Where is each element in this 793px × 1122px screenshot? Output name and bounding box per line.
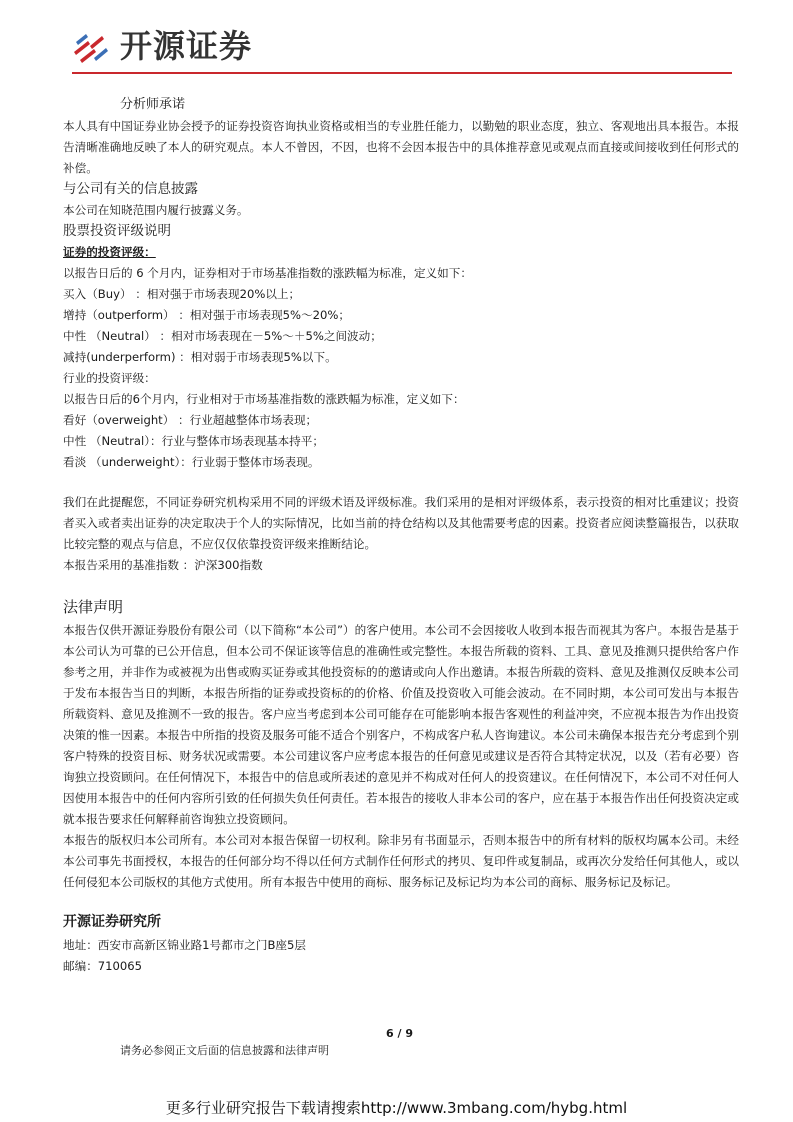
institute-name: 开源证券研究所	[63, 914, 161, 930]
stock-rating-item: 增持（outperform） ：相对强于市场表现5%～20%；	[63, 308, 351, 322]
industry-rating-label: 行业的投资评级：	[63, 371, 156, 385]
logo-icon	[72, 28, 116, 68]
stock-rating-label: 证券的投资评级：	[63, 245, 156, 259]
page-number: 6 / 9	[386, 1027, 413, 1040]
spacer	[63, 473, 739, 492]
page-header	[72, 24, 752, 74]
stock-rating-item: 减持(underperform) ：相对弱于市场表现5%以下。	[63, 350, 337, 364]
footer-disclaimer: 请务必参阅正文后面的信息披露和法律声明	[120, 1044, 329, 1057]
analyst-promise-body: 本人具有中国证券业协会授予的证券投资咨询执业资格或相当的专业胜任能力，以勤勉的职业态度，独立、客观地出具本报告。本报告清晰准确地反映了本人的研究观点。本人不曾因，不因，也将不会因本报告中的具体推荐意见或观点而直接或间接收到任何形式的补偿。	[63, 119, 739, 175]
header-divider	[72, 72, 732, 74]
logo-text: 开源证券	[120, 27, 253, 65]
industry-rating-item: 看好（overweight） ：行业超越整体市场表现；	[63, 413, 318, 427]
document-body	[63, 94, 739, 977]
institute-address: 地址：西安市高新区锦业路1号都市之门B座5层	[63, 938, 306, 952]
download-banner: 更多行业研究报告下载请搜索http://www.3mbang.com/hybg.html	[165, 1099, 628, 1117]
legal-paragraph-1: 本报告仅供开源证券股份有限公司（以下简称“本公司”）的客户使用。本公司不会因接收人收到本报告而视其为客户。本报告是基于本公司认为可靠的已公开信息，但本公司不保证该等信息的准确性或完整性。本报告所载的资料、工具、意见及推测只提供给客户作参考之用，并非作为或被视为出售或购买证券或其他投资标的的邀请或向人作出邀请。本报告所载的资料、意见及推测仅反映本公司于发布本报告当日的判断，本报告所指的证券或投资标的的价格、价值及投资收入可能会波动。在不同时期，本公司可发出与本报告所载资料、意见及推测不一致的报告。客户应当考虑到本公司可能存在可能影响本报告客观性的利益冲突，不应视本报告为作出投资决策的惟一因素。本报告中所指的投资及服务可能不适合个别客户，不构成客户私人咨询建议。本公司未确保本报告充分考虑到个别客户特殊的投资目标、财务状况或需要。本公司建议客户应考虑本报告的任何意见或建议是否符合其特定状况，以及（若有必要）咨询独立投资顾问。在任何情况下，本报告中的信息或所表述的意见并不构成对任何人的投资建议。在任何情况下，本公司不对任何人因使用本报告中的任何内容所引致的任何损失负任何责任。若本报告的接收人非本公司的客户，应在基于本报告作出任何投资决定或就本报告要求任何解释前咨询独立投资顾问。	[63, 623, 739, 826]
stock-rating-item: 买入（Buy） ：相对强于市场表现20%以上；	[63, 287, 301, 301]
industry-rating-item: 中性 （Neutral）：行业与整体市场表现基本持平；	[63, 434, 324, 448]
analyst-promise-title: 分析师承诺	[120, 97, 186, 112]
industry-rating-intro: 以报告日后的6个月内，行业相对于市场基准指数的涨跌幅为标准，定义如下：	[63, 392, 465, 406]
benchmark-index: 本报告采用的基准指数 ：沪深300指数	[63, 558, 263, 572]
institute-postcode: 邮编：710065	[63, 959, 143, 973]
industry-rating-item: 看淡 （underweight）：行业弱于整体市场表现。	[63, 455, 320, 469]
stock-rating-item: 中性 （Neutral） ：相对市场表现在－5%～＋5%之间波动；	[63, 329, 382, 343]
rating-reminder: 我们在此提醒您，不同证券研究机构采用不同的评级术语及评级标准。我们采用的是相对评级体系，表示投资的相对比重建议；投资者买入或者卖出证券的决定取决于个人的实际情况，比如当前的持仓结构以及其他需要考虑的因素。投资者应阅读整篇报告，以获取比较完整的观点与信息，不应仅仅依靠投资评级来推断结论。	[63, 495, 739, 551]
stock-rating-intro: 以报告日后的 6 个月内，证券相对于市场基准指数的涨跌幅为标准，定义如下：	[63, 266, 472, 280]
disclosure-body: 本公司在知晓范围内履行披露义务。	[63, 203, 249, 217]
legal-paragraph-2: 本报告的版权归本公司所有。本公司对本报告保留一切权利。除非另有书面显示，否则本报告中的所有材料的版权均属本公司。未经本公司事先书面授权，本报告的任何部分均不得以任何方式制作任何形式的拷贝、复印件或复制品，或再次分发给任何其他人，或以任何侵犯本公司版权的其他方式使用。所有本报告中使用的商标、服务标记及标记均为本公司的商标、服务标记及标记。	[63, 833, 739, 889]
rating-title: 股票投资评级说明	[63, 223, 171, 239]
legal-title: 法律声明	[63, 598, 124, 616]
disclosure-title: 与公司有关的信息披露	[63, 181, 198, 197]
